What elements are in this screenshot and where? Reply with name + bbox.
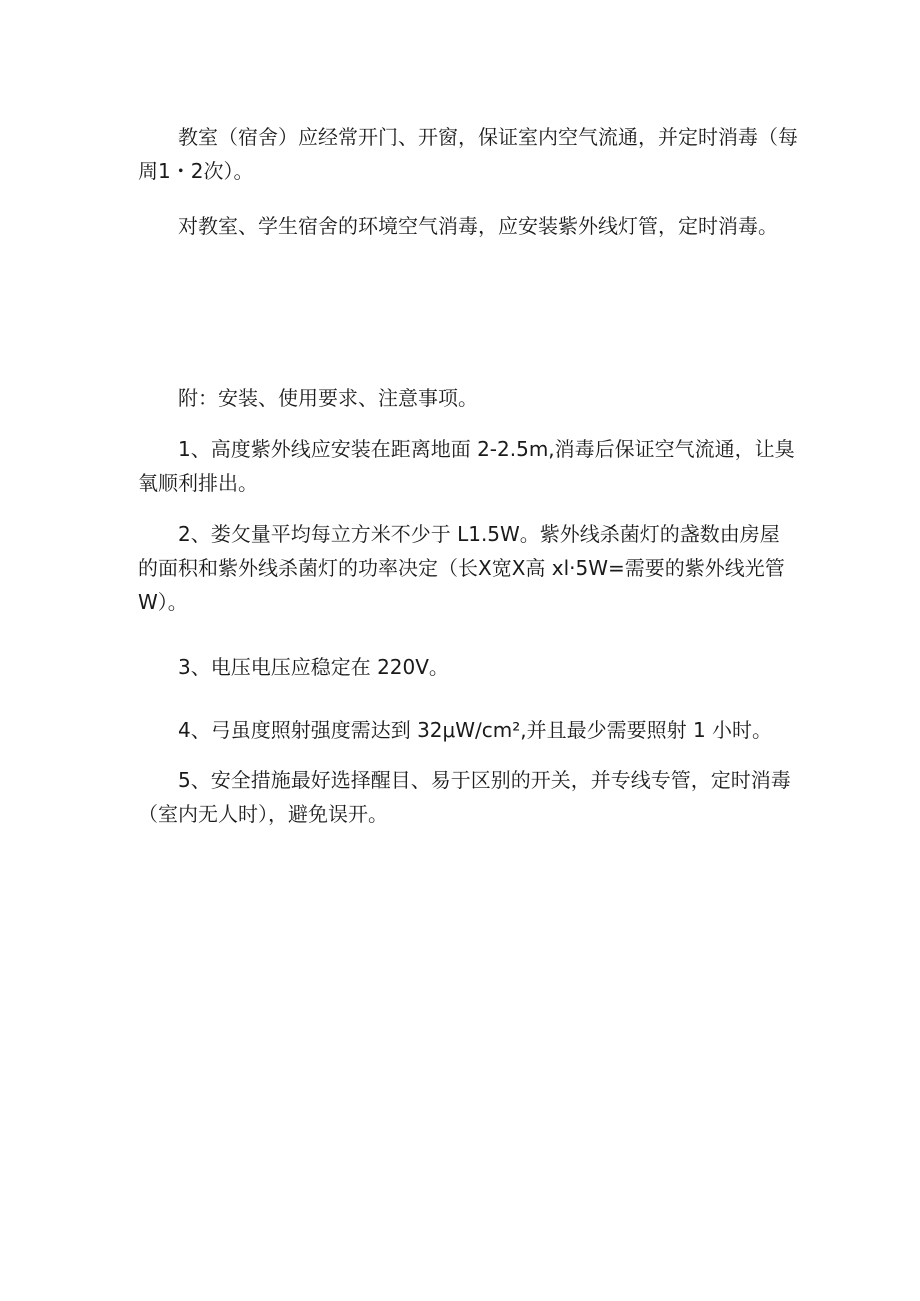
paragraph-item-intensity: 4、弓虽度照射强度需达到 32μW∕cm²,并且最少需要照射 1 小时。 xyxy=(178,718,773,742)
paragraph-ventilation: 教室（宿舍）应经常开门、开窗，保证室内空气流通，并定时消毒（每周1・2次）。 xyxy=(138,125,798,183)
paragraph-item-quantity: 2、娄攵量平均每立方米不少于 L1.5W。紫外线杀菌灯的盏数由房屋的面积和紫外线杀菌灯的功率决定（长X宽X高 xl·5W=需要的紫外线光管 W）。 xyxy=(138,522,785,614)
paragraph-uv-lamp: 对教室、学生宿舍的环境空气消毒，应安装紫外线灯管，定时消毒。 xyxy=(178,214,778,238)
paragraph-item-height: 1、高度紫外线应安装在距离地面 2-2.5m,消毒后保证空气流通，让臭氧顺利排出。 xyxy=(138,437,795,495)
paragraph-item-safety: 5、安全措施最好选择醒目、易于区别的开关，并专线专管，定时消毒（室内无人时），避免误开。 xyxy=(138,768,791,826)
paragraph-appendix-heading: 附：安装、使用要求、注意事项。 xyxy=(178,386,478,410)
paragraph-item-voltage: 3、电压电压应稳定在 220V。 xyxy=(178,655,449,679)
